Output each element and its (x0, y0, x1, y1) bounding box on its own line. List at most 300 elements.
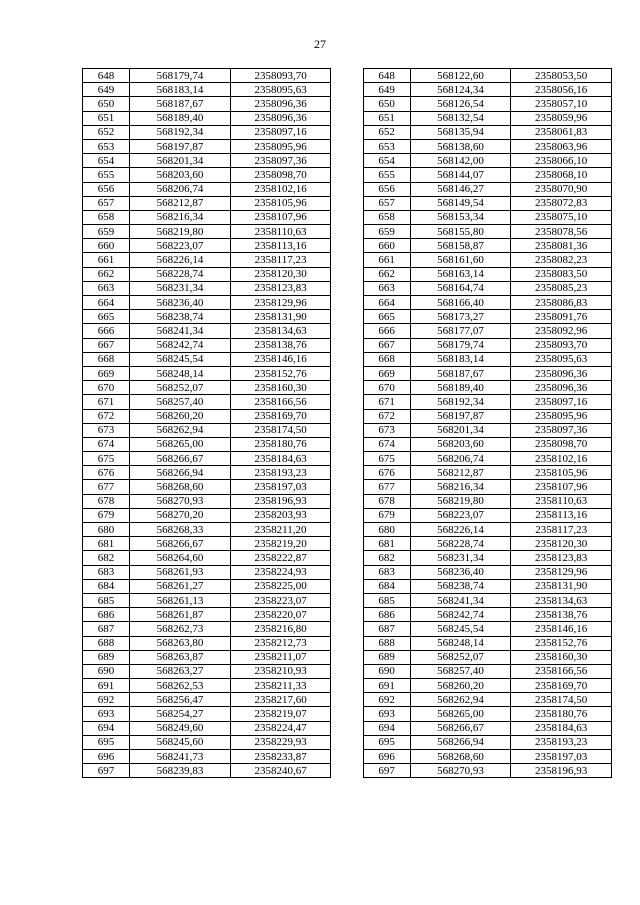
column-gap (331, 565, 363, 579)
right-point-number-cell: 684 (363, 579, 410, 593)
right-x-coordinate-cell: 568242,74 (410, 608, 511, 622)
column-gap (331, 338, 363, 352)
left-x-coordinate-cell: 568197,87 (130, 139, 231, 153)
table-row (83, 409, 612, 423)
left-y-coordinate-cell: 2358212,73 (230, 636, 331, 650)
right-y-coordinate-cell: 2358096,36 (511, 366, 612, 380)
right-y-coordinate-cell: 2358091,76 (511, 310, 612, 324)
left-point-number-cell: 653 (83, 139, 130, 153)
column-gap (331, 466, 363, 480)
left-y-coordinate-cell: 2358220,07 (230, 608, 331, 622)
left-point-number-cell: 681 (83, 537, 130, 551)
right-x-coordinate-cell: 568177,07 (410, 324, 511, 338)
right-y-coordinate-cell: 2358061,83 (511, 125, 612, 139)
left-y-coordinate-cell: 2358097,36 (230, 154, 331, 168)
table-row (83, 764, 612, 778)
left-y-coordinate-cell: 2358107,96 (230, 210, 331, 224)
left-point-number-cell: 688 (83, 636, 130, 650)
left-y-coordinate-cell: 2358216,80 (230, 622, 331, 636)
left-point-number-cell: 657 (83, 196, 130, 210)
table-row (83, 593, 612, 607)
left-point-number-cell: 662 (83, 267, 130, 281)
right-point-number-cell: 674 (363, 437, 410, 451)
table-row (83, 565, 612, 579)
left-x-coordinate-cell: 568212,87 (130, 196, 231, 210)
left-y-coordinate-cell: 2358233,87 (230, 750, 331, 764)
right-point-number-cell: 673 (363, 423, 410, 437)
left-y-coordinate-cell: 2358110,63 (230, 225, 331, 239)
right-x-coordinate-cell: 568189,40 (410, 381, 511, 395)
table-row (83, 139, 612, 153)
left-y-coordinate-cell: 2358223,07 (230, 593, 331, 607)
left-y-coordinate-cell: 2358180,76 (230, 437, 331, 451)
left-x-coordinate-cell: 568256,47 (130, 693, 231, 707)
right-x-coordinate-cell: 568241,34 (410, 593, 511, 607)
left-y-coordinate-cell: 2358117,23 (230, 253, 331, 267)
right-x-coordinate-cell: 568252,07 (410, 650, 511, 664)
left-x-coordinate-cell: 568241,34 (130, 324, 231, 338)
right-y-coordinate-cell: 2358095,63 (511, 352, 612, 366)
left-x-coordinate-cell: 568201,34 (130, 154, 231, 168)
right-point-number-cell: 692 (363, 693, 410, 707)
right-point-number-cell: 677 (363, 480, 410, 494)
column-gap (331, 352, 363, 366)
table-row (83, 182, 612, 196)
left-point-number-cell: 654 (83, 154, 130, 168)
left-point-number-cell: 663 (83, 281, 130, 295)
left-y-coordinate-cell: 2358217,60 (230, 693, 331, 707)
right-y-coordinate-cell: 2358110,63 (511, 494, 612, 508)
right-y-coordinate-cell: 2358152,76 (511, 636, 612, 650)
right-x-coordinate-cell: 568231,34 (410, 551, 511, 565)
column-gap (331, 69, 363, 83)
left-y-coordinate-cell: 2358146,16 (230, 352, 331, 366)
right-point-number-cell: 648 (363, 69, 410, 83)
left-point-number-cell: 675 (83, 452, 130, 466)
left-x-coordinate-cell: 568261,27 (130, 579, 231, 593)
right-point-number-cell: 650 (363, 97, 410, 111)
left-point-number-cell: 680 (83, 523, 130, 537)
column-gap (331, 196, 363, 210)
right-x-coordinate-cell: 568132,54 (410, 111, 511, 125)
left-point-number-cell: 683 (83, 565, 130, 579)
left-point-number-cell: 691 (83, 679, 130, 693)
right-point-number-cell: 654 (363, 154, 410, 168)
left-x-coordinate-cell: 568206,74 (130, 182, 231, 196)
right-point-number-cell: 670 (363, 381, 410, 395)
right-point-number-cell: 682 (363, 551, 410, 565)
left-point-number-cell: 659 (83, 225, 130, 239)
right-y-coordinate-cell: 2358123,83 (511, 551, 612, 565)
left-x-coordinate-cell: 568270,93 (130, 494, 231, 508)
right-y-coordinate-cell: 2358169,70 (511, 679, 612, 693)
left-point-number-cell: 686 (83, 608, 130, 622)
left-y-coordinate-cell: 2358166,56 (230, 395, 331, 409)
left-x-coordinate-cell: 568263,80 (130, 636, 231, 650)
right-x-coordinate-cell: 568122,60 (410, 69, 511, 83)
left-y-coordinate-cell: 2358240,67 (230, 764, 331, 778)
left-point-number-cell: 678 (83, 494, 130, 508)
right-point-number-cell: 651 (363, 111, 410, 125)
right-point-number-cell: 695 (363, 735, 410, 749)
right-y-coordinate-cell: 2358092,96 (511, 324, 612, 338)
right-x-coordinate-cell: 568223,07 (410, 508, 511, 522)
right-y-coordinate-cell: 2358053,50 (511, 69, 612, 83)
left-y-coordinate-cell: 2358196,93 (230, 494, 331, 508)
column-gap (331, 636, 363, 650)
left-x-coordinate-cell: 568254,27 (130, 707, 231, 721)
left-point-number-cell: 693 (83, 707, 130, 721)
left-x-coordinate-cell: 568203,60 (130, 168, 231, 182)
right-x-coordinate-cell: 568270,93 (410, 764, 511, 778)
left-y-coordinate-cell: 2358152,76 (230, 366, 331, 380)
table-row (83, 664, 612, 678)
left-point-number-cell: 674 (83, 437, 130, 451)
column-gap (331, 239, 363, 253)
left-point-number-cell: 677 (83, 480, 130, 494)
column-gap (331, 437, 363, 451)
right-point-number-cell: 667 (363, 338, 410, 352)
table-row (83, 125, 612, 139)
left-y-coordinate-cell: 2358225,00 (230, 579, 331, 593)
right-y-coordinate-cell: 2358129,96 (511, 565, 612, 579)
left-x-coordinate-cell: 568216,34 (130, 210, 231, 224)
left-point-number-cell: 648 (83, 69, 130, 83)
coordinates-table-body (83, 69, 612, 778)
right-point-number-cell: 659 (363, 225, 410, 239)
left-point-number-cell: 670 (83, 381, 130, 395)
right-point-number-cell: 694 (363, 721, 410, 735)
right-x-coordinate-cell: 568206,74 (410, 452, 511, 466)
right-y-coordinate-cell: 2358078,56 (511, 225, 612, 239)
right-point-number-cell: 664 (363, 296, 410, 310)
right-point-number-cell: 669 (363, 366, 410, 380)
column-gap (331, 579, 363, 593)
table-row (83, 735, 612, 749)
left-y-coordinate-cell: 2358131,90 (230, 310, 331, 324)
left-x-coordinate-cell: 568228,74 (130, 267, 231, 281)
left-y-coordinate-cell: 2358095,96 (230, 139, 331, 153)
right-y-coordinate-cell: 2358095,96 (511, 409, 612, 423)
table-row (83, 537, 612, 551)
left-point-number-cell: 651 (83, 111, 130, 125)
right-point-number-cell: 655 (363, 168, 410, 182)
left-x-coordinate-cell: 568260,20 (130, 409, 231, 423)
table-row (83, 523, 612, 537)
table-row (83, 239, 612, 253)
right-x-coordinate-cell: 568126,54 (410, 97, 511, 111)
right-point-number-cell: 652 (363, 125, 410, 139)
right-y-coordinate-cell: 2358193,23 (511, 735, 612, 749)
table-row (83, 267, 612, 281)
right-x-coordinate-cell: 568266,94 (410, 735, 511, 749)
table-row (83, 750, 612, 764)
table-row (83, 69, 612, 83)
right-y-coordinate-cell: 2358072,83 (511, 196, 612, 210)
left-x-coordinate-cell: 568245,60 (130, 735, 231, 749)
right-point-number-cell: 657 (363, 196, 410, 210)
left-y-coordinate-cell: 2358229,93 (230, 735, 331, 749)
right-x-coordinate-cell: 568138,60 (410, 139, 511, 153)
left-y-coordinate-cell: 2358219,20 (230, 537, 331, 551)
left-y-coordinate-cell: 2358197,03 (230, 480, 331, 494)
table-row (83, 253, 612, 267)
left-x-coordinate-cell: 568265,00 (130, 437, 231, 451)
right-y-coordinate-cell: 2358174,50 (511, 693, 612, 707)
left-y-coordinate-cell: 2358129,96 (230, 296, 331, 310)
right-point-number-cell: 663 (363, 281, 410, 295)
table-row (83, 225, 612, 239)
right-x-coordinate-cell: 568149,54 (410, 196, 511, 210)
left-x-coordinate-cell: 568262,94 (130, 423, 231, 437)
right-x-coordinate-cell: 568216,34 (410, 480, 511, 494)
right-x-coordinate-cell: 568228,74 (410, 537, 511, 551)
right-point-number-cell: 697 (363, 764, 410, 778)
column-gap (331, 593, 363, 607)
column-gap (331, 154, 363, 168)
right-x-coordinate-cell: 568144,07 (410, 168, 511, 182)
table-row (83, 508, 612, 522)
right-x-coordinate-cell: 568164,74 (410, 281, 511, 295)
table-row (83, 296, 612, 310)
table-row (83, 579, 612, 593)
right-y-coordinate-cell: 2358180,76 (511, 707, 612, 721)
left-x-coordinate-cell: 568238,74 (130, 310, 231, 324)
right-x-coordinate-cell: 568179,74 (410, 338, 511, 352)
column-gap (331, 296, 363, 310)
left-point-number-cell: 664 (83, 296, 130, 310)
right-y-coordinate-cell: 2358196,93 (511, 764, 612, 778)
left-point-number-cell: 671 (83, 395, 130, 409)
left-x-coordinate-cell: 568263,27 (130, 664, 231, 678)
table-row (83, 650, 612, 664)
right-point-number-cell: 656 (363, 182, 410, 196)
left-y-coordinate-cell: 2358193,23 (230, 466, 331, 480)
right-y-coordinate-cell: 2358197,03 (511, 750, 612, 764)
right-point-number-cell: 690 (363, 664, 410, 678)
right-y-coordinate-cell: 2358184,63 (511, 721, 612, 735)
column-gap (331, 310, 363, 324)
table-row (83, 381, 612, 395)
left-point-number-cell: 673 (83, 423, 130, 437)
column-gap (331, 750, 363, 764)
column-gap (331, 679, 363, 693)
left-x-coordinate-cell: 568219,80 (130, 225, 231, 239)
right-y-coordinate-cell: 2358146,16 (511, 622, 612, 636)
right-y-coordinate-cell: 2358098,70 (511, 437, 612, 451)
left-x-coordinate-cell: 568266,94 (130, 466, 231, 480)
left-x-coordinate-cell: 568264,60 (130, 551, 231, 565)
right-y-coordinate-cell: 2358097,16 (511, 395, 612, 409)
right-x-coordinate-cell: 568265,00 (410, 707, 511, 721)
column-gap (331, 381, 363, 395)
right-y-coordinate-cell: 2358063,96 (511, 139, 612, 153)
right-x-coordinate-cell: 568226,14 (410, 523, 511, 537)
right-point-number-cell: 666 (363, 324, 410, 338)
column-gap (331, 622, 363, 636)
left-point-number-cell: 697 (83, 764, 130, 778)
table-row (83, 622, 612, 636)
table-row (83, 693, 612, 707)
right-y-coordinate-cell: 2358056,16 (511, 83, 612, 97)
table-row (83, 679, 612, 693)
right-point-number-cell: 658 (363, 210, 410, 224)
left-point-number-cell: 665 (83, 310, 130, 324)
left-point-number-cell: 652 (83, 125, 130, 139)
left-x-coordinate-cell: 568248,14 (130, 366, 231, 380)
right-point-number-cell: 671 (363, 395, 410, 409)
left-x-coordinate-cell: 568223,07 (130, 239, 231, 253)
right-y-coordinate-cell: 2358082,23 (511, 253, 612, 267)
right-x-coordinate-cell: 568153,34 (410, 210, 511, 224)
column-gap (331, 650, 363, 664)
left-point-number-cell: 682 (83, 551, 130, 565)
column-gap (331, 83, 363, 97)
right-y-coordinate-cell: 2358070,90 (511, 182, 612, 196)
right-x-coordinate-cell: 568238,74 (410, 579, 511, 593)
left-point-number-cell: 694 (83, 721, 130, 735)
left-y-coordinate-cell: 2358123,83 (230, 281, 331, 295)
column-gap (331, 125, 363, 139)
left-y-coordinate-cell: 2358102,16 (230, 182, 331, 196)
left-x-coordinate-cell: 568266,67 (130, 452, 231, 466)
right-point-number-cell: 668 (363, 352, 410, 366)
left-y-coordinate-cell: 2358211,33 (230, 679, 331, 693)
column-gap (331, 225, 363, 239)
left-y-coordinate-cell: 2358219,07 (230, 707, 331, 721)
right-y-coordinate-cell: 2358138,76 (511, 608, 612, 622)
right-point-number-cell: 675 (363, 452, 410, 466)
right-point-number-cell: 685 (363, 593, 410, 607)
right-y-coordinate-cell: 2358097,36 (511, 423, 612, 437)
right-x-coordinate-cell: 568183,14 (410, 352, 511, 366)
right-point-number-cell: 681 (363, 537, 410, 551)
left-x-coordinate-cell: 568231,34 (130, 281, 231, 295)
left-point-number-cell: 667 (83, 338, 130, 352)
right-y-coordinate-cell: 2358066,10 (511, 154, 612, 168)
left-x-coordinate-cell: 568242,74 (130, 338, 231, 352)
right-y-coordinate-cell: 2358086,83 (511, 296, 612, 310)
left-point-number-cell: 679 (83, 508, 130, 522)
table-row (83, 608, 612, 622)
left-y-coordinate-cell: 2358169,70 (230, 409, 331, 423)
left-y-coordinate-cell: 2358174,50 (230, 423, 331, 437)
column-gap (331, 508, 363, 522)
right-y-coordinate-cell: 2358107,96 (511, 480, 612, 494)
column-gap (331, 111, 363, 125)
left-y-coordinate-cell: 2358224,47 (230, 721, 331, 735)
right-y-coordinate-cell: 2358059,96 (511, 111, 612, 125)
table-row (83, 83, 612, 97)
right-y-coordinate-cell: 2358160,30 (511, 650, 612, 664)
column-gap (331, 494, 363, 508)
right-x-coordinate-cell: 568187,67 (410, 366, 511, 380)
column-gap (331, 267, 363, 281)
column-gap (331, 182, 363, 196)
table-row (83, 324, 612, 338)
left-point-number-cell: 672 (83, 409, 130, 423)
left-y-coordinate-cell: 2358105,96 (230, 196, 331, 210)
right-x-coordinate-cell: 568212,87 (410, 466, 511, 480)
left-x-coordinate-cell: 568239,83 (130, 764, 231, 778)
left-x-coordinate-cell: 568179,74 (130, 69, 231, 83)
left-y-coordinate-cell: 2358098,70 (230, 168, 331, 182)
column-gap (331, 608, 363, 622)
left-point-number-cell: 660 (83, 239, 130, 253)
right-x-coordinate-cell: 568166,40 (410, 296, 511, 310)
table-row (83, 281, 612, 295)
right-y-coordinate-cell: 2358166,56 (511, 664, 612, 678)
right-y-coordinate-cell: 2358093,70 (511, 338, 612, 352)
left-x-coordinate-cell: 568270,20 (130, 508, 231, 522)
right-x-coordinate-cell: 568163,14 (410, 267, 511, 281)
left-x-coordinate-cell: 568257,40 (130, 395, 231, 409)
right-point-number-cell: 678 (363, 494, 410, 508)
left-y-coordinate-cell: 2358096,36 (230, 97, 331, 111)
left-y-coordinate-cell: 2358184,63 (230, 452, 331, 466)
column-gap (331, 664, 363, 678)
column-gap (331, 523, 363, 537)
left-x-coordinate-cell: 568263,87 (130, 650, 231, 664)
column-gap (331, 366, 363, 380)
left-point-number-cell: 695 (83, 735, 130, 749)
right-point-number-cell: 649 (363, 83, 410, 97)
right-x-coordinate-cell: 568236,40 (410, 565, 511, 579)
left-x-coordinate-cell: 568268,33 (130, 523, 231, 537)
column-gap (331, 210, 363, 224)
left-x-coordinate-cell: 568226,14 (130, 253, 231, 267)
right-x-coordinate-cell: 568260,20 (410, 679, 511, 693)
left-x-coordinate-cell: 568192,34 (130, 125, 231, 139)
right-y-coordinate-cell: 2358117,23 (511, 523, 612, 537)
table-row (83, 707, 612, 721)
table-row (83, 97, 612, 111)
right-x-coordinate-cell: 568201,34 (410, 423, 511, 437)
column-gap (331, 97, 363, 111)
right-x-coordinate-cell: 568192,34 (410, 395, 511, 409)
left-x-coordinate-cell: 568187,67 (130, 97, 231, 111)
left-x-coordinate-cell: 568189,40 (130, 111, 231, 125)
right-point-number-cell: 661 (363, 253, 410, 267)
table-row (83, 168, 612, 182)
left-point-number-cell: 687 (83, 622, 130, 636)
table-row (83, 154, 612, 168)
left-point-number-cell: 684 (83, 579, 130, 593)
table-row (83, 352, 612, 366)
right-x-coordinate-cell: 568158,87 (410, 239, 511, 253)
right-point-number-cell: 683 (363, 565, 410, 579)
table-row (83, 423, 612, 437)
table-row (83, 210, 612, 224)
table-row (83, 721, 612, 735)
right-x-coordinate-cell: 568248,14 (410, 636, 511, 650)
column-gap (331, 281, 363, 295)
right-y-coordinate-cell: 2358134,63 (511, 593, 612, 607)
right-x-coordinate-cell: 568173,27 (410, 310, 511, 324)
table-row (83, 310, 612, 324)
left-x-coordinate-cell: 568261,93 (130, 565, 231, 579)
table-row (83, 551, 612, 565)
right-x-coordinate-cell: 568257,40 (410, 664, 511, 678)
column-gap (331, 324, 363, 338)
left-x-coordinate-cell: 568261,87 (130, 608, 231, 622)
left-x-coordinate-cell: 568262,73 (130, 622, 231, 636)
right-point-number-cell: 696 (363, 750, 410, 764)
column-gap (331, 707, 363, 721)
left-y-coordinate-cell: 2358211,20 (230, 523, 331, 537)
right-point-number-cell: 687 (363, 622, 410, 636)
column-gap (331, 735, 363, 749)
